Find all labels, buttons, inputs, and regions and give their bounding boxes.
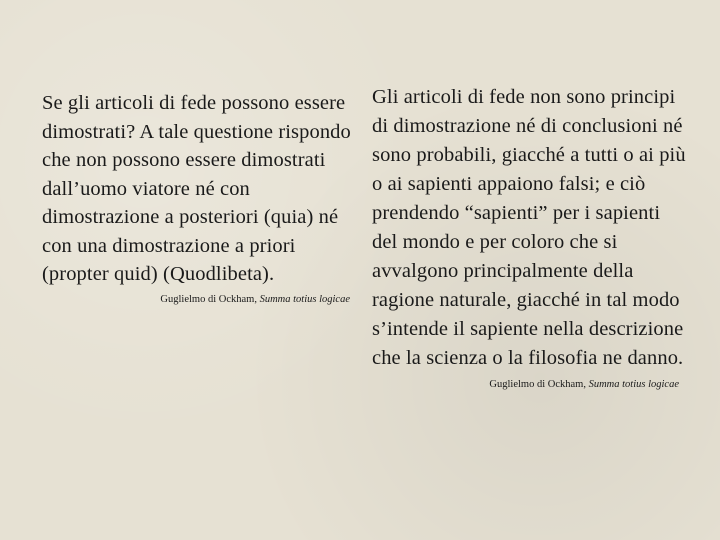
right-quote-author: Guglielmo di Ockham,	[489, 379, 586, 390]
right-quote-work: Summa totius logicae	[588, 379, 679, 390]
right-quote-attribution	[372, 378, 679, 392]
left-quote-attribution	[42, 293, 350, 307]
left-quote-work: Summa totius logicae	[259, 293, 350, 305]
left-quote-text: Se gli articoli di fede possono essere dimostrati? A tale questione rispondo che non possono essere dimostrati dall’uomo viatore né con dimostrazione a posteriori (quia) né con una dimostrazione a priori (propter quid) (Quodlibeta).	[42, 92, 351, 285]
left-quote-block	[42, 89, 352, 307]
right-quote-text: Gli articoli di fede non sono principi di dimostrazione né di conclusioni né sono probabili, giacché a tutti o ai più o ai sapienti appaiono falsi; e ciò prendendo “sapienti” per i sapienti del mondo e per coloro che si avvalgono principalmente della ragione naturale, giacché in tal modo s’intende il sapiente nella descrizione che la scienza o la filosofia ne danno.	[372, 86, 686, 369]
left-quote-author: Guglielmo di Ockham,	[160, 293, 257, 305]
right-quote-block	[372, 83, 687, 392]
